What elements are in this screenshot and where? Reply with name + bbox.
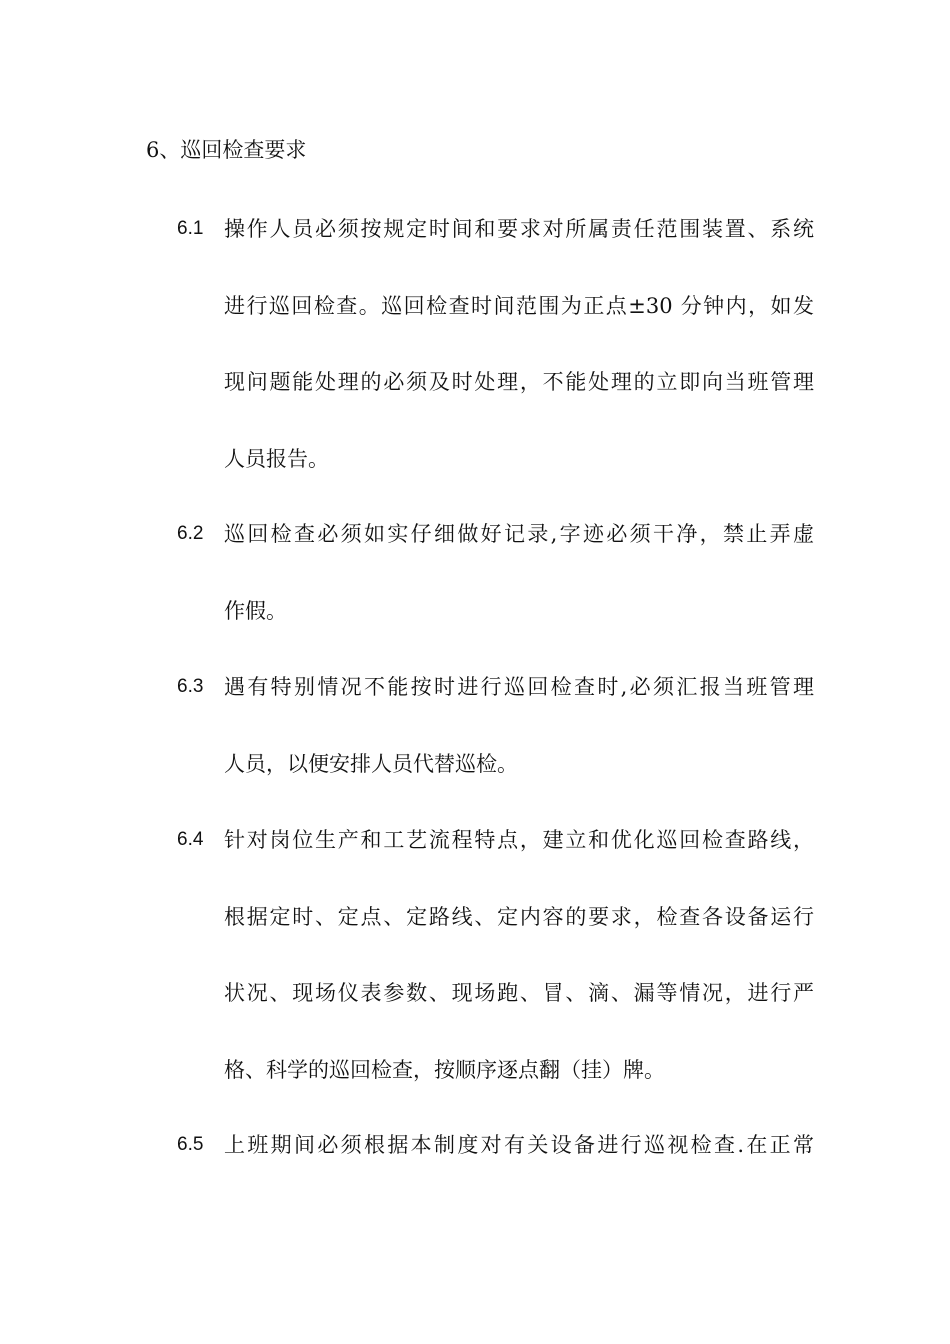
item-number: 6.4	[177, 829, 204, 850]
text-line: 操作人员必须按规定时间和要求对所属责任范围装置、系统	[224, 217, 814, 241]
text-line: 根据定时、定点、定路线、定内容的要求，检查各设备运行	[224, 904, 814, 929]
item-text	[224, 518, 814, 671]
text-line: 进行巡回检查。巡回检查时间范围为正点±30 分钟内，如发	[224, 293, 814, 318]
text-line: 现问题能处理的必须及时处理，不能处理的立即向当班管理	[224, 370, 814, 394]
item-text	[224, 1129, 814, 1206]
section-heading: 6、巡回检查要求	[146, 138, 307, 162]
item-text	[224, 671, 814, 824]
text-line: 格、科学的巡回检查，按顺序逐点翻（挂）牌。	[224, 1057, 665, 1082]
item-number: 6.2	[177, 523, 204, 544]
text-line: 遇有特别情况不能按时进行巡回检查时,必须汇报当班管理	[224, 675, 814, 699]
item-number: 6.1	[177, 218, 204, 239]
item-text	[224, 213, 814, 519]
text-line: 状况、现场仪表参数、现场跑、冒、滴、漏等情况，进行严	[224, 981, 814, 1005]
text-line: 人员报告。	[224, 446, 329, 471]
text-line: 上班期间必须根据本制度对有关设备进行巡视检查.在正常	[224, 1133, 814, 1157]
item-text	[224, 824, 814, 1130]
text-line: 作假。	[224, 598, 287, 623]
item-number: 6.3	[177, 676, 204, 697]
text-line: 人员，以便安排人员代替巡检。	[224, 751, 518, 776]
item-number: 6.5	[177, 1134, 204, 1155]
text-line: 巡回检查必须如实仔细做好记录,字迹必须干净，禁止弄虚	[224, 522, 814, 546]
text-line: 针对岗位生产和工艺流程特点，建立和优化巡回检查路线，	[224, 828, 814, 852]
